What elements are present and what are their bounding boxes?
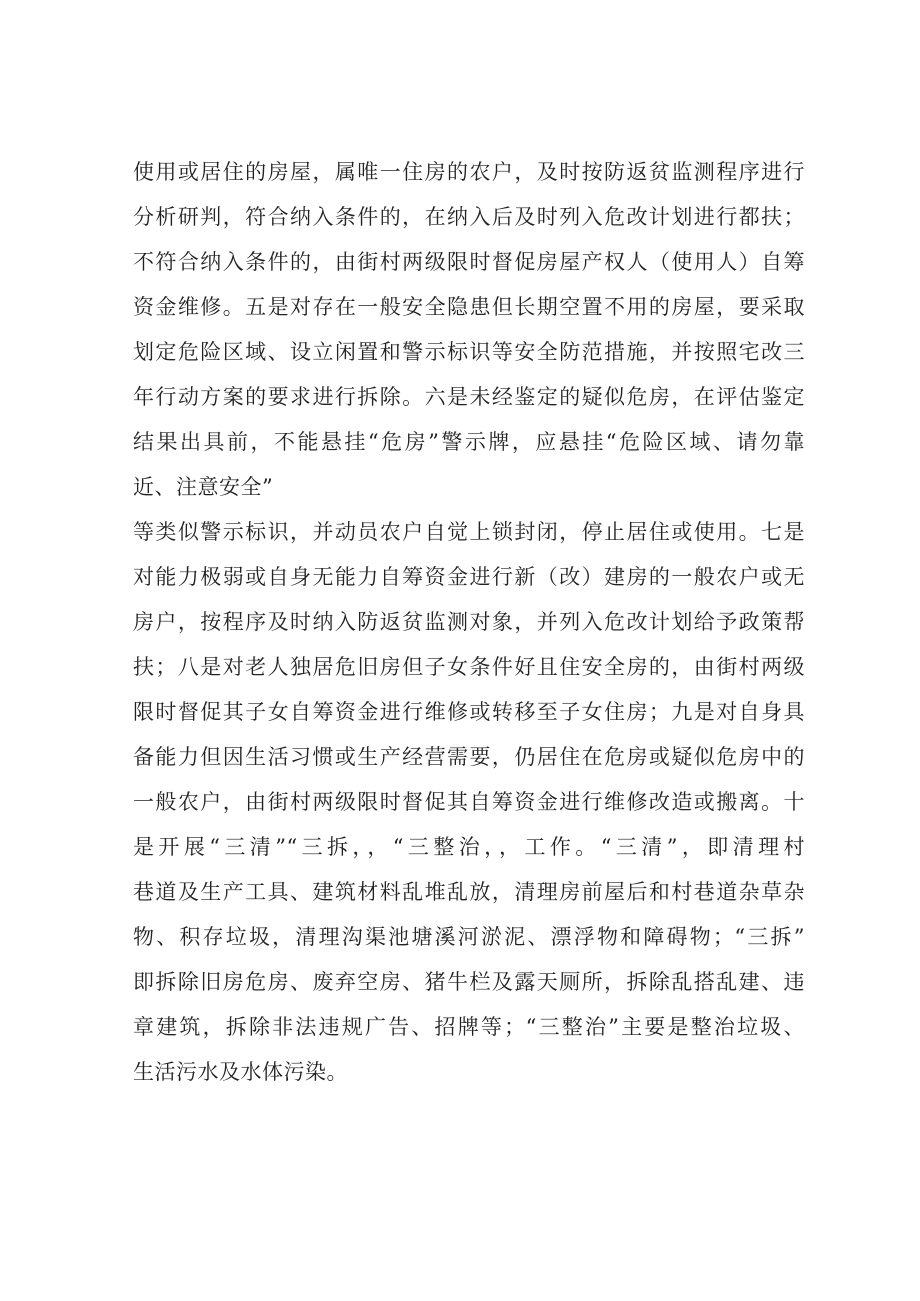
text-line: 巷道及生产工具、建筑材料乱堆乱放，清理房前屋后和村巷道杂草杂 (133, 880, 805, 904)
text-line: 分析研判，符合纳入条件的，在纳入后及时列入危改计划进行都扶； (133, 205, 805, 229)
text-line: 资金维修。五是对存在一般安全隐患但长期空置不用的房屋，要采取 (133, 295, 805, 319)
text-line: 是开展“三清”“三拆，，“三整治，，工作。“三清”，即清理村 (133, 835, 805, 859)
text-line: 等类似警示标识，并动员农户自觉上锁封闭，停止居住或使用。七是 (133, 520, 805, 544)
text-line: 近、注意安全” (133, 475, 274, 499)
text-line: 一般农户，由街村两级限时督促其自筹资金进行维修改造或搬离。十 (133, 790, 805, 814)
text-line: 划定危险区域、设立闲置和警示标识等安全防范措施，并按照宅改三 (133, 340, 805, 364)
text-line: 生活污水及水体污染。 (133, 1060, 348, 1084)
text-line: 扶；八是对老人独居危旧房但子女条件好且住安全房的，由街村两级 (133, 655, 805, 679)
text-line: 不符合纳入条件的，由街村两级限时督促房屋产权人（使用人）自筹 (133, 250, 805, 274)
text-line: 即拆除旧房危房、废弃空房、猪牛栏及露天厕所，拆除乱搭乱建、违 (133, 970, 805, 994)
text-line: 房户，按程序及时纳入防返贫监测对象，并列入危改计划给予政策帮 (133, 610, 805, 634)
text-line: 结果出具前，不能悬挂“危房”警示牌，应悬挂“危险区域、请勿靠 (133, 430, 805, 454)
body-text (133, 150, 805, 1095)
text-line: 使用或居住的房屋，属唯一住房的农户，及时按防返贫监测程序进行 (133, 160, 805, 184)
text-line: 年行动方案的要求进行拆除。六是未经鉴定的疑似危房，在评估鉴定 (133, 385, 805, 409)
text-line: 备能力但因生活习惯或生产经营需要，仍居住在危房或疑似危房中的 (133, 745, 805, 769)
text-line: 限时督促其子女自筹资金进行维修或转移至子女住房；九是对自身具 (133, 700, 805, 724)
text-line: 对能力极弱或自身无能力自筹资金进行新（改）建房的一般农户或无 (133, 565, 805, 589)
text-line: 物、积存垃圾，清理沟渠池塘溪河淤泥、漂浮物和障碍物；“三拆” (133, 925, 805, 949)
text-line: 章建筑，拆除非法违规广告、招牌等；“三整治”主要是整治垃圾、 (133, 1015, 805, 1039)
